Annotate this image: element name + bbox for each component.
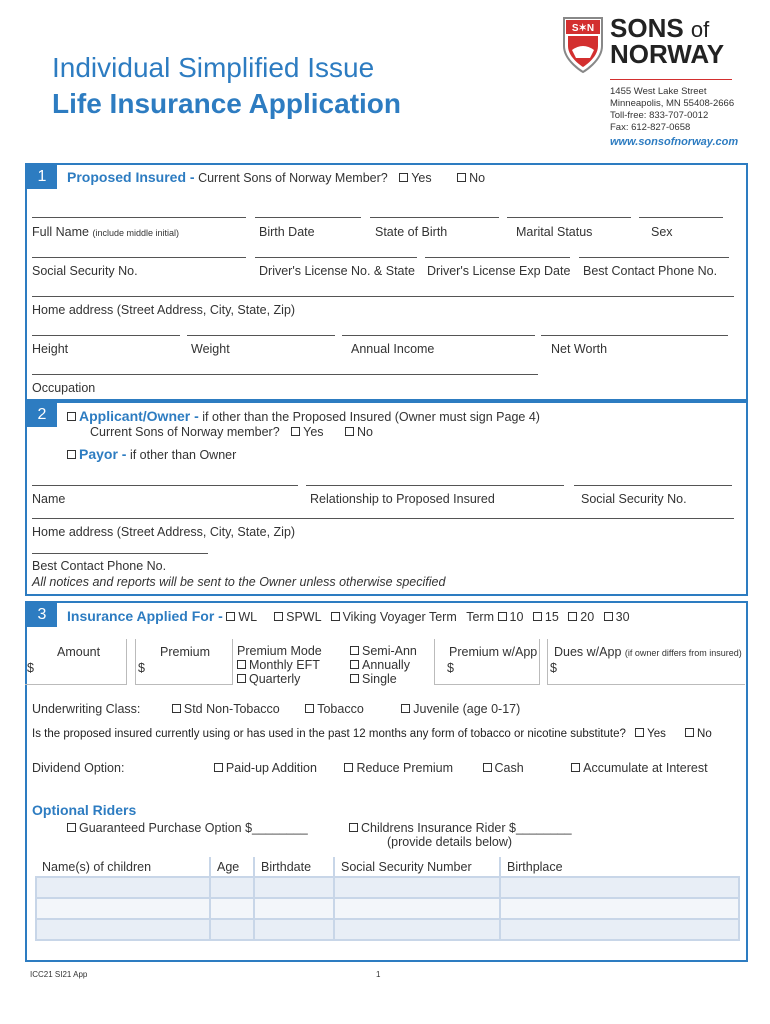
owner-member-question: Current Sons of Norway member? <box>90 425 280 439</box>
children-table <box>35 857 740 941</box>
child-ssn-cell[interactable] <box>334 898 500 919</box>
premium-with-app-label: Premium w/App <box>449 645 538 659</box>
juvenile-checkbox[interactable] <box>401 704 410 713</box>
net-worth-field[interactable] <box>541 335 728 336</box>
occupation-field[interactable] <box>32 374 538 375</box>
children-table-header <box>36 857 739 877</box>
dividend-label: Dividend Option: <box>32 761 125 775</box>
section3-heading: Insurance Applied For - <box>67 608 223 624</box>
child-ssn-cell[interactable] <box>334 919 500 940</box>
owner-ssn-field[interactable] <box>574 485 732 486</box>
gpo-row <box>67 821 308 835</box>
section-applicant-owner <box>25 401 748 596</box>
phone-label: Best Contact Phone No. <box>583 264 718 278</box>
child-birthdate-cell[interactable] <box>254 898 334 919</box>
std-non-tobacco-label: Std Non-Tobacco <box>183 702 280 716</box>
child-birthdate-cell[interactable] <box>254 877 334 898</box>
child-birthdate-cell[interactable] <box>254 919 334 940</box>
birth-date-field[interactable] <box>255 217 361 218</box>
section-number: 1 <box>27 165 57 189</box>
insurance-type-row <box>67 608 630 624</box>
logo-divider <box>610 79 732 80</box>
net-worth-label: Net Worth <box>551 342 608 356</box>
single-checkbox[interactable] <box>350 674 359 683</box>
applicant-heading: Applicant/Owner - <box>79 408 199 424</box>
child-birthplace-cell[interactable] <box>500 877 739 898</box>
state-of-birth-label: State of Birth <box>375 225 448 239</box>
cash-label: Cash <box>494 761 524 775</box>
underwriting-label: Underwriting Class: <box>32 702 141 716</box>
section1-heading: Proposed Insured - <box>67 169 195 185</box>
dues-with-app-label: Dues w/App <box>554 645 622 659</box>
full-name-note: (include middle initial) <box>92 228 179 238</box>
dues-with-app-cell[interactable] <box>547 639 745 685</box>
applicant-note: if other than the Proposed Insured (Owner must sign Page 4) <box>202 410 540 424</box>
table-row <box>36 898 739 919</box>
section-number: 2 <box>27 403 57 427</box>
weight-field[interactable] <box>187 335 335 336</box>
col-birthdate: Birthdate <box>254 857 334 877</box>
member-no-label: No <box>469 171 486 185</box>
state-of-birth-field[interactable] <box>370 217 499 218</box>
spwl-label: SPWL <box>286 610 322 624</box>
member-no-checkbox[interactable] <box>457 173 466 182</box>
term-15-checkbox[interactable] <box>533 612 542 621</box>
applicant-checkbox[interactable] <box>67 412 76 421</box>
single-label: Single <box>362 672 397 686</box>
child-birthplace-cell[interactable] <box>500 898 739 919</box>
child-ssn-cell[interactable] <box>334 877 500 898</box>
wl-checkbox[interactable] <box>226 612 235 621</box>
col-ssn: Social Security Number <box>334 857 500 877</box>
term-15-label: 15 <box>544 610 559 624</box>
cash-checkbox[interactable] <box>483 763 492 772</box>
viking-voyager-label: Viking Voyager Term <box>342 610 457 624</box>
contact-address <box>610 86 734 134</box>
ssn-field[interactable] <box>32 257 246 258</box>
sex-field[interactable] <box>639 217 723 218</box>
section-number: 3 <box>27 603 57 627</box>
logo-sons: SONS <box>610 13 684 43</box>
home-address-field[interactable] <box>32 296 734 297</box>
premium-mode-label: Premium Mode <box>237 644 322 658</box>
marital-status-label: Marital Status <box>516 225 593 239</box>
premium-with-app-cell[interactable] <box>434 639 540 685</box>
table-row <box>36 877 739 898</box>
spwl-checkbox[interactable] <box>274 612 283 621</box>
payor-note: if other than Owner <box>129 448 237 462</box>
semi-ann-label: Semi-Ann <box>362 644 417 658</box>
tobacco-yes-checkbox[interactable] <box>635 728 644 737</box>
amount-cell[interactable] <box>25 639 127 685</box>
title-line2: Life Insurance Application <box>52 88 402 119</box>
std-non-tobacco-checkbox[interactable] <box>172 704 181 713</box>
term-20-checkbox[interactable] <box>568 612 577 621</box>
relationship-label: Relationship to Proposed Insured <box>310 492 495 506</box>
owner-notice: All notices and reports will be sent to the Owner unless otherwise specified <box>32 575 446 589</box>
payor-checkbox[interactable] <box>67 450 76 459</box>
owner-member-yes-label: Yes <box>303 425 324 439</box>
full-name-text: Full Name <box>32 225 89 239</box>
drivers-license-field[interactable] <box>255 257 417 258</box>
term-10-label: 10 <box>509 610 524 624</box>
term-label: Term <box>466 610 495 624</box>
child-name-cell[interactable] <box>36 877 210 898</box>
child-name-cell[interactable] <box>36 898 210 919</box>
premium-label: Premium <box>160 645 211 659</box>
premium-with-app-dollar: $ <box>447 661 454 675</box>
fax-number: Fax: 612-827-0658 <box>610 122 691 133</box>
tobacco-label: Tobacco <box>317 702 364 716</box>
tobacco-question: Is the proposed insured currently using or has used in the past 12 months any form of tobacco or nicotine substitute? <box>32 728 626 740</box>
owner-member-row <box>90 425 373 439</box>
term-30-label: 30 <box>615 610 630 624</box>
owner-phone-label: Best Contact Phone No. <box>32 559 167 573</box>
dividend-row <box>32 761 744 775</box>
wl-label: WL <box>238 610 257 624</box>
accumulate-label: Accumulate at Interest <box>583 761 708 775</box>
child-age-cell[interactable] <box>210 877 254 898</box>
gpo-label: Guaranteed Purchase Option $________ <box>79 821 308 835</box>
marital-status-field[interactable] <box>507 217 631 218</box>
drivers-license-label: Driver's License No. & State <box>259 264 415 278</box>
underwriting-row <box>32 702 742 716</box>
col-children-names: Name(s) of children <box>42 859 152 874</box>
accumulate-checkbox[interactable] <box>571 763 580 772</box>
full-name-field[interactable] <box>32 217 246 218</box>
payor-row <box>67 446 236 462</box>
cir-checkbox[interactable] <box>349 823 358 832</box>
member-yes-label: Yes <box>411 171 432 185</box>
sex-label: Sex <box>651 225 673 239</box>
weight-label: Weight <box>191 342 230 356</box>
premium-mode-group-2 <box>350 644 417 686</box>
optional-riders-heading: Optional Riders <box>32 802 137 818</box>
tobacco-checkbox[interactable] <box>305 704 314 713</box>
owner-name-field[interactable] <box>32 485 298 486</box>
term-30-checkbox[interactable] <box>604 612 613 621</box>
tobacco-no-label: No <box>697 728 712 740</box>
height-label: Height <box>32 342 69 356</box>
premium-mode-group <box>237 644 322 686</box>
dl-exp-label: Driver's License Exp Date <box>427 264 571 278</box>
tobacco-yes-label: Yes <box>647 728 666 740</box>
owner-ssn-label: Social Security No. <box>581 492 687 506</box>
juvenile-label: Juvenile (age 0-17) <box>413 702 521 716</box>
monthly-eft-checkbox[interactable] <box>237 660 246 669</box>
owner-member-no-label: No <box>357 425 374 439</box>
ssn-label: Social Security No. <box>32 264 138 278</box>
owner-member-yes-checkbox[interactable] <box>291 427 300 436</box>
amount-label: Amount <box>57 645 101 659</box>
gpo-checkbox[interactable] <box>67 823 76 832</box>
relationship-field[interactable] <box>306 485 564 486</box>
annually-checkbox[interactable] <box>350 660 359 669</box>
monthly-eft-label: Monthly EFT <box>249 658 320 672</box>
quarterly-label: Quarterly <box>249 672 301 686</box>
member-question: Current Sons of Norway Member? <box>198 171 388 185</box>
logo-badge-text: S✶N <box>571 23 595 34</box>
semi-ann-checkbox[interactable] <box>350 646 359 655</box>
owner-address-label: Home address (Street Address, City, State, Zip) <box>32 525 296 539</box>
dues-dollar: $ <box>550 661 557 675</box>
annually-label: Annually <box>362 658 410 672</box>
child-age-cell[interactable] <box>210 898 254 919</box>
dues-note: (if owner differs from insured) <box>624 648 742 658</box>
cir-note: (provide details below) <box>387 835 513 849</box>
col-age: Age <box>210 857 254 877</box>
full-name-label <box>32 225 179 239</box>
paid-up-label: Paid-up Addition <box>225 761 317 775</box>
table-row <box>36 919 739 940</box>
occupation-label: Occupation <box>32 381 96 395</box>
child-birthplace-cell[interactable] <box>500 919 739 940</box>
section1-heading-row <box>67 169 485 185</box>
phone-field[interactable] <box>579 257 729 258</box>
page-number: 1 <box>376 970 381 979</box>
owner-name-label: Name <box>32 492 66 506</box>
applicant-row <box>67 408 540 424</box>
term-10-checkbox[interactable] <box>498 612 507 621</box>
payor-heading: Payor - <box>79 446 127 462</box>
term-20-label: 20 <box>580 610 595 624</box>
child-age-cell[interactable] <box>210 919 254 940</box>
birth-date-label: Birth Date <box>259 225 315 239</box>
owner-member-no-checkbox[interactable] <box>345 427 354 436</box>
cir-label: Childrens Insurance Rider $________ <box>361 821 572 835</box>
home-address-label: Home address (Street Address, City, State, Zip) <box>32 303 296 317</box>
logo-of: of <box>690 17 710 42</box>
cir-row <box>349 821 572 849</box>
website-link[interactable]: www.sonsofnorway.com <box>610 136 739 148</box>
height-field[interactable] <box>32 335 180 336</box>
member-yes-checkbox[interactable] <box>399 173 408 182</box>
form-id: ICC21 SI21 App <box>30 970 88 979</box>
sons-of-norway-logo-shield <box>562 16 604 74</box>
owner-phone-field[interactable] <box>32 553 208 554</box>
premium-cell[interactable] <box>135 639 233 685</box>
dl-exp-field[interactable] <box>425 257 570 258</box>
title-line1: Individual Simplified Issue <box>52 52 375 83</box>
viking-voyager-checkbox[interactable] <box>331 612 340 621</box>
annual-income-field[interactable] <box>342 335 535 336</box>
logo-norway: NORWAY <box>610 39 725 69</box>
amount-dollar: $ <box>27 661 34 675</box>
reduce-premium-label: Reduce Premium <box>356 761 454 775</box>
reduce-premium-checkbox[interactable] <box>344 763 353 772</box>
quarterly-checkbox[interactable] <box>237 674 246 683</box>
address-line1: 1455 West Lake Street <box>610 86 707 97</box>
premium-dollar: $ <box>138 661 145 675</box>
tobacco-no-checkbox[interactable] <box>685 728 694 737</box>
section-proposed-insured <box>25 163 748 401</box>
section-insurance-applied <box>25 601 748 962</box>
child-name-cell[interactable] <box>36 919 210 940</box>
address-line2: Minneapolis, MN 55408-2666 <box>610 98 735 109</box>
tobacco-question-row <box>32 728 744 740</box>
tollfree-phone: Toll-free: 833-707-0012 <box>610 110 709 121</box>
annual-income-label: Annual Income <box>351 342 435 356</box>
owner-address-field[interactable] <box>32 518 734 519</box>
logo-wordmark <box>610 13 725 69</box>
col-birthplace: Birthplace <box>500 857 739 877</box>
paid-up-checkbox[interactable] <box>214 763 223 772</box>
